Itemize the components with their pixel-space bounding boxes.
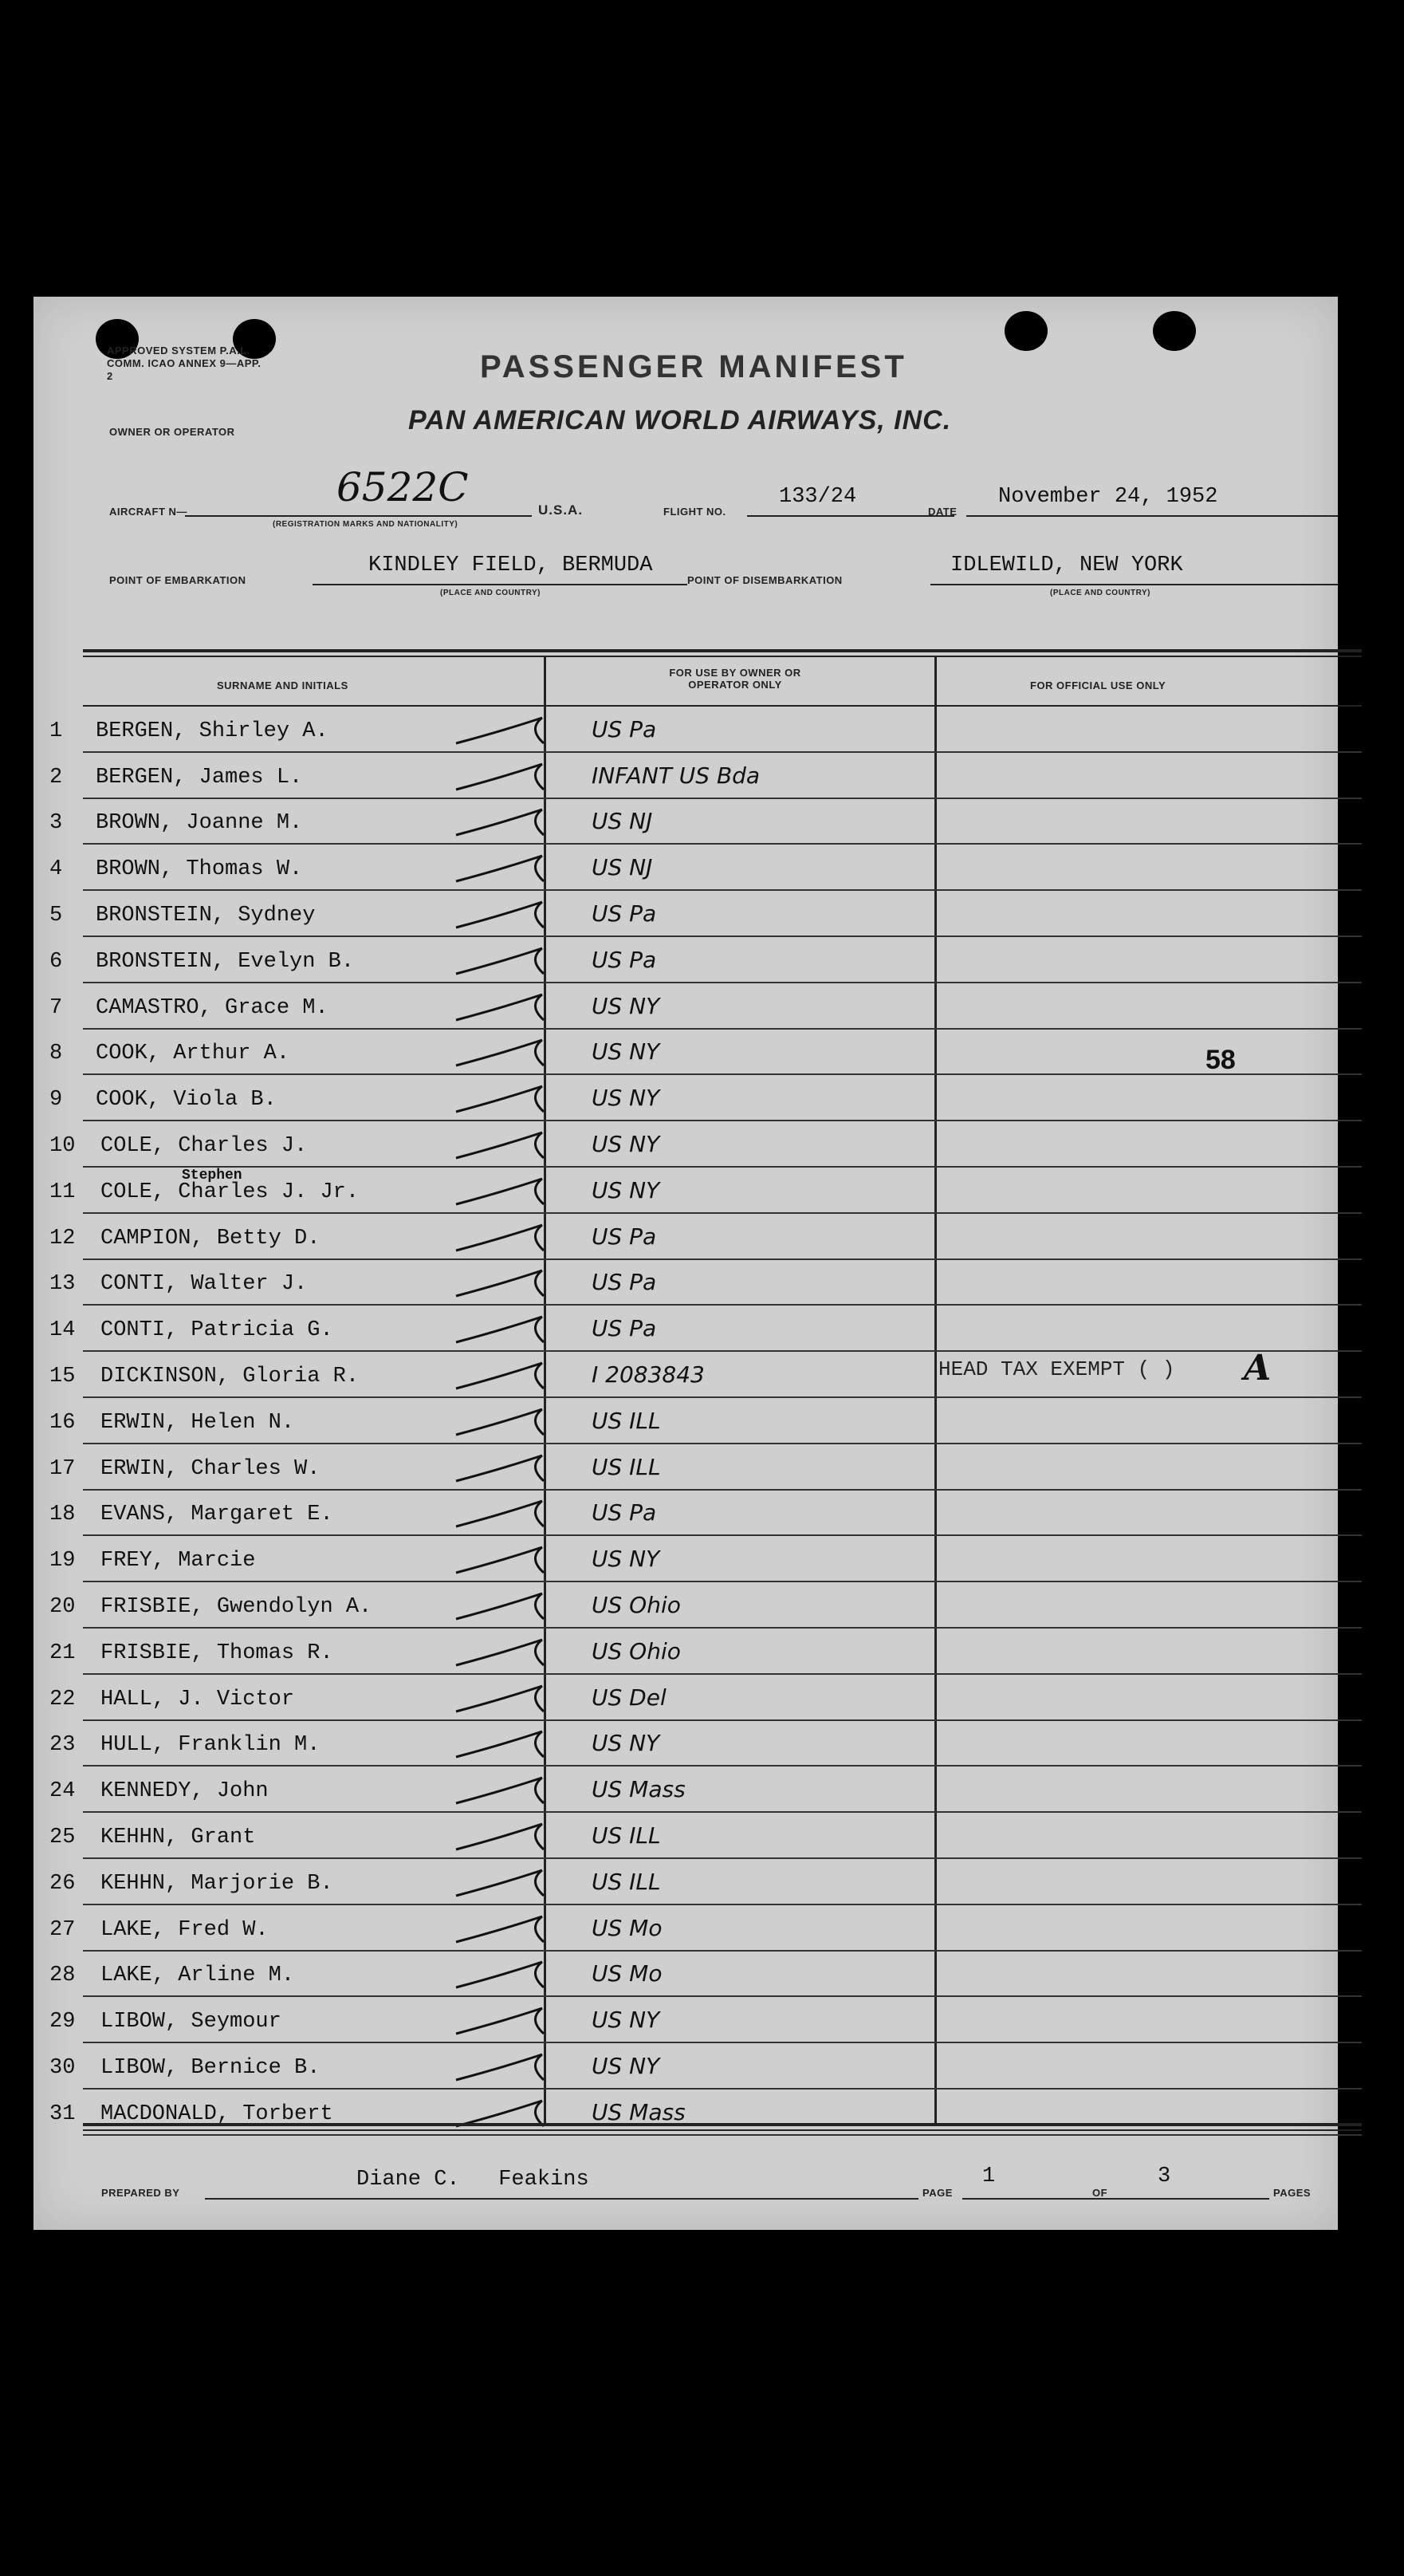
row-number: 10 — [49, 1134, 76, 1158]
passenger-name: CONTI, Patricia G. — [100, 1318, 333, 1342]
row-rule — [83, 1904, 1362, 1905]
row-rule — [83, 2134, 1362, 2136]
check-mark — [448, 1129, 568, 1161]
punch-hole — [1153, 311, 1196, 351]
row-number: 8 — [49, 1042, 63, 1065]
approval-stamp: APPROVED SYSTEM P.A.L. COMM. ICAO ANNEX 9—APP. 2 — [107, 345, 262, 382]
disembarkation-value: IDLEWILD, NEW YORK — [950, 553, 1183, 577]
punch-hole — [1005, 311, 1048, 351]
manifest-sheet — [33, 297, 1338, 2230]
row-number: 29 — [49, 2010, 76, 2034]
col-header-official: FOR OFFICIAL USE ONLY — [1030, 679, 1166, 691]
owner-use-note: US NY — [592, 1730, 660, 1756]
aircraft-value: 6522C — [336, 464, 469, 510]
passenger-name: LIBOW, Seymour — [100, 2010, 281, 2034]
passenger-name: COOK, Arthur A. — [96, 1042, 290, 1065]
row-number: 28 — [49, 1964, 76, 1987]
owner-use-note: US Ohio — [592, 1592, 681, 1618]
check-mark — [448, 1728, 568, 1760]
row-rule — [83, 1028, 1362, 1030]
row-rule — [83, 2042, 1362, 2043]
row-rule — [83, 1304, 1362, 1306]
row-rule — [83, 1811, 1362, 1813]
owner-use-note: US NY — [592, 1085, 660, 1111]
owner-use-note: I 2083843 — [592, 1361, 705, 1388]
prepared-by-value: Diane C. Feakins — [356, 2168, 589, 2192]
check-mark — [448, 1498, 568, 1530]
usa-label: U.S.A. — [538, 502, 584, 518]
row-rule — [83, 1120, 1362, 1121]
passenger-name: LAKE, Arline M. — [100, 1964, 295, 1987]
check-mark — [448, 1544, 568, 1576]
owner-use-note: US ILL — [592, 1822, 661, 1849]
passenger-name: CONTI, Walter J. — [100, 1272, 308, 1296]
owner-use-note: US Mo — [592, 1915, 663, 1941]
check-mark — [448, 1913, 568, 1945]
row-rule — [83, 889, 1362, 891]
check-mark — [448, 853, 568, 884]
flight-value: 133/24 — [779, 485, 857, 509]
owner-use-note: US NJ — [592, 808, 653, 834]
owner-use-note: US ILL — [592, 1408, 661, 1434]
row-rule — [83, 1534, 1362, 1536]
row-number: 5 — [49, 904, 63, 928]
passenger-name: KEHHN, Grant — [100, 1826, 256, 1849]
passenger-name: LAKE, Fred W. — [100, 1918, 269, 1942]
check-mark — [448, 1176, 568, 1207]
place-country-note: (PLACE AND COUNTRY) — [440, 589, 541, 597]
passenger-name: CAMPION, Betty D. — [100, 1227, 321, 1251]
passenger-name: HALL, J. Victor — [100, 1688, 295, 1711]
passenger-name: ERWIN, Charles W. — [100, 1457, 321, 1481]
passenger-name: CAMASTRO, Grace M. — [96, 996, 328, 1020]
col-header-surname: SURNAME AND INITIALS — [217, 679, 348, 691]
check-mark — [448, 1452, 568, 1484]
owner-use-note: US ILL — [592, 1454, 661, 1480]
row-rule — [83, 1489, 1362, 1491]
correction-note: Stephen — [182, 1168, 242, 1184]
of-value: 3 — [1158, 2164, 1171, 2188]
row-number: 15 — [49, 1365, 76, 1388]
row-rule — [83, 1581, 1362, 1582]
check-mark — [448, 2005, 568, 2037]
check-mark — [448, 1406, 568, 1438]
head-tax-exempt: HEAD TAX EXEMPT ( ) — [938, 1357, 1175, 1381]
row-number: 2 — [49, 766, 63, 790]
owner-use-note: US Pa — [592, 1499, 657, 1526]
row-rule — [83, 1857, 1362, 1859]
passenger-name: KENNEDY, John — [100, 1779, 269, 1803]
owner-use-note: US Mo — [592, 1960, 663, 1987]
check-mark — [448, 1314, 568, 1345]
row-rule — [83, 935, 1362, 937]
row-rule — [83, 1443, 1362, 1444]
owner-use-note: US NY — [592, 1038, 660, 1065]
check-mark — [448, 945, 568, 977]
row-rule — [83, 982, 1362, 983]
row-number: 17 — [49, 1457, 76, 1481]
head-tax-mark: A — [1244, 1348, 1272, 1388]
row-number: 20 — [49, 1595, 76, 1619]
date-label: DATE — [928, 506, 958, 518]
check-mark — [448, 806, 568, 838]
check-mark — [448, 1037, 568, 1069]
check-mark — [448, 1774, 568, 1806]
passenger-name: FRISBIE, Thomas R. — [100, 1641, 333, 1665]
date-value: November 24, 1952 — [998, 485, 1218, 509]
official-note-58: 58 — [1205, 1045, 1236, 1075]
page-label: PAGE — [922, 2187, 953, 2199]
prepared-by-label: PREPARED BY — [101, 2187, 180, 2199]
check-mark — [448, 1959, 568, 1991]
aircraft-label: AIRCRAFT N— — [109, 506, 187, 518]
row-rule — [83, 1627, 1362, 1629]
row-number: 16 — [49, 1411, 76, 1435]
owner-use-note: US Pa — [592, 1223, 657, 1250]
owner-use-note: US NY — [592, 2053, 660, 2079]
owner-use-note: US Pa — [592, 1315, 657, 1341]
passenger-name: FRISBIE, Gwendolyn A. — [100, 1595, 372, 1619]
passenger-name: DICKINSON, Gloria R. — [100, 1365, 360, 1388]
row-number: 18 — [49, 1503, 76, 1526]
row-rule — [83, 1258, 1362, 1260]
row-number: 14 — [49, 1318, 76, 1342]
check-mark — [448, 1590, 568, 1622]
check-mark — [448, 1867, 568, 1899]
check-mark — [448, 761, 568, 793]
embarkation-label: POINT OF EMBARKATION — [109, 574, 246, 586]
row-rule — [83, 2088, 1362, 2090]
owner-use-note: US ILL — [592, 1869, 661, 1895]
row-number: 19 — [49, 1549, 76, 1573]
passenger-name: MACDONALD, Torbert — [100, 2102, 333, 2126]
registration-note: (REGISTRATION MARKS AND NATIONALITY) — [273, 520, 458, 529]
disembarkation-label: POINT OF DISEMBARKATION — [687, 574, 843, 586]
row-number: 27 — [49, 1918, 76, 1942]
row-number: 4 — [49, 857, 63, 881]
page-value: 1 — [982, 2164, 996, 2188]
row-rule — [83, 1073, 1362, 1075]
row-rule — [83, 1719, 1362, 1721]
passenger-name: KEHHN, Marjorie B. — [100, 1872, 333, 1896]
owner-use-note: US Pa — [592, 900, 657, 927]
passenger-name: COOK, Viola B. — [96, 1088, 277, 1112]
check-mark — [448, 715, 568, 746]
check-mark — [448, 1222, 568, 1254]
check-mark — [448, 1267, 568, 1299]
row-number: 22 — [49, 1688, 76, 1711]
row-number: 13 — [49, 1272, 76, 1296]
row-number: 24 — [49, 1779, 76, 1803]
owner-use-note: US Pa — [592, 716, 657, 742]
owner-use-note: US NY — [592, 1546, 660, 1572]
passenger-name: BROWN, Joanne M. — [96, 811, 303, 835]
embarkation-value: KINDLEY FIELD, BERMUDA — [368, 553, 653, 577]
check-mark — [448, 1683, 568, 1715]
passenger-name: FREY, Marcie — [100, 1549, 256, 1573]
owner-use-note: US NY — [592, 993, 660, 1019]
owner-use-note: US NY — [592, 1177, 660, 1203]
row-number: 11 — [49, 1180, 76, 1204]
passenger-name: COLE, Charles J. — [100, 1134, 308, 1158]
row-number: 30 — [49, 2056, 76, 2080]
owner-use-note: US Mass — [592, 1776, 686, 1802]
col-header-owner-use: FOR USE BY OWNER OR OPERATOR ONLY — [669, 667, 801, 691]
row-number: 26 — [49, 1872, 76, 1896]
passenger-name: BRONSTEIN, Sydney — [96, 904, 316, 928]
row-number: 12 — [49, 1227, 76, 1251]
row-rule — [83, 1950, 1362, 1952]
check-mark — [448, 2051, 568, 2083]
row-number: 9 — [49, 1088, 63, 1112]
passenger-name: LIBOW, Bernice B. — [100, 2056, 321, 2080]
owner-use-note: US Pa — [592, 1269, 657, 1295]
of-label: OF — [1092, 2187, 1108, 2199]
row-rule — [83, 751, 1362, 753]
row-rule — [83, 1765, 1362, 1767]
check-mark — [448, 1360, 568, 1392]
check-mark — [448, 991, 568, 1023]
row-number: 21 — [49, 1641, 76, 1665]
airline-name: PAN AMERICAN WORLD AIRWAYS, INC. — [408, 405, 952, 435]
row-rule — [83, 843, 1362, 845]
flight-label: FLIGHT NO. — [663, 506, 726, 518]
row-rule — [83, 798, 1362, 799]
row-number: 31 — [49, 2102, 76, 2126]
passenger-name: BERGEN, James L. — [96, 766, 303, 790]
row-number: 23 — [49, 1733, 76, 1757]
place-country-note: (PLACE AND COUNTRY) — [1050, 589, 1150, 597]
row-rule — [83, 1166, 1362, 1168]
owner-use-note: INFANT US Bda — [592, 762, 761, 789]
passenger-name: ERWIN, Helen N. — [100, 1411, 295, 1435]
passenger-name: BERGEN, Shirley A. — [96, 719, 328, 743]
row-number: 7 — [49, 996, 63, 1020]
row-rule — [83, 1212, 1362, 1214]
passenger-name: COLE, Charles J. Jr. — [100, 1180, 360, 1204]
check-mark — [448, 1083, 568, 1115]
row-rule — [83, 1396, 1362, 1398]
passenger-name: BRONSTEIN, Evelyn B. — [96, 950, 355, 974]
form-title: PASSENGER MANIFEST — [480, 349, 907, 384]
passenger-name: EVANS, Margaret E. — [100, 1503, 333, 1526]
owner-use-note: US NY — [592, 2007, 660, 2033]
row-rule — [83, 1673, 1362, 1675]
row-number: 3 — [49, 811, 63, 835]
pages-label: PAGES — [1273, 2187, 1312, 2199]
owner-use-note: US Ohio — [592, 1638, 681, 1664]
passenger-name: BROWN, Thomas W. — [96, 857, 303, 881]
owner-use-note: US Pa — [592, 947, 657, 973]
row-rule — [83, 1350, 1362, 1352]
owner-use-note: US NJ — [592, 854, 653, 880]
row-number: 1 — [49, 719, 63, 743]
check-mark — [448, 1821, 568, 1853]
check-mark — [448, 1637, 568, 1668]
owner-use-note: US Mass — [592, 2099, 686, 2125]
owner-label: OWNER OR OPERATOR — [109, 426, 235, 438]
row-rule — [83, 1995, 1362, 1997]
owner-use-note: US Del — [592, 1684, 667, 1711]
row-number: 6 — [49, 950, 63, 974]
passenger-name: HULL, Franklin M. — [100, 1733, 321, 1757]
check-mark — [448, 899, 568, 931]
owner-use-note: US NY — [592, 1131, 660, 1157]
row-number: 25 — [49, 1826, 76, 1849]
